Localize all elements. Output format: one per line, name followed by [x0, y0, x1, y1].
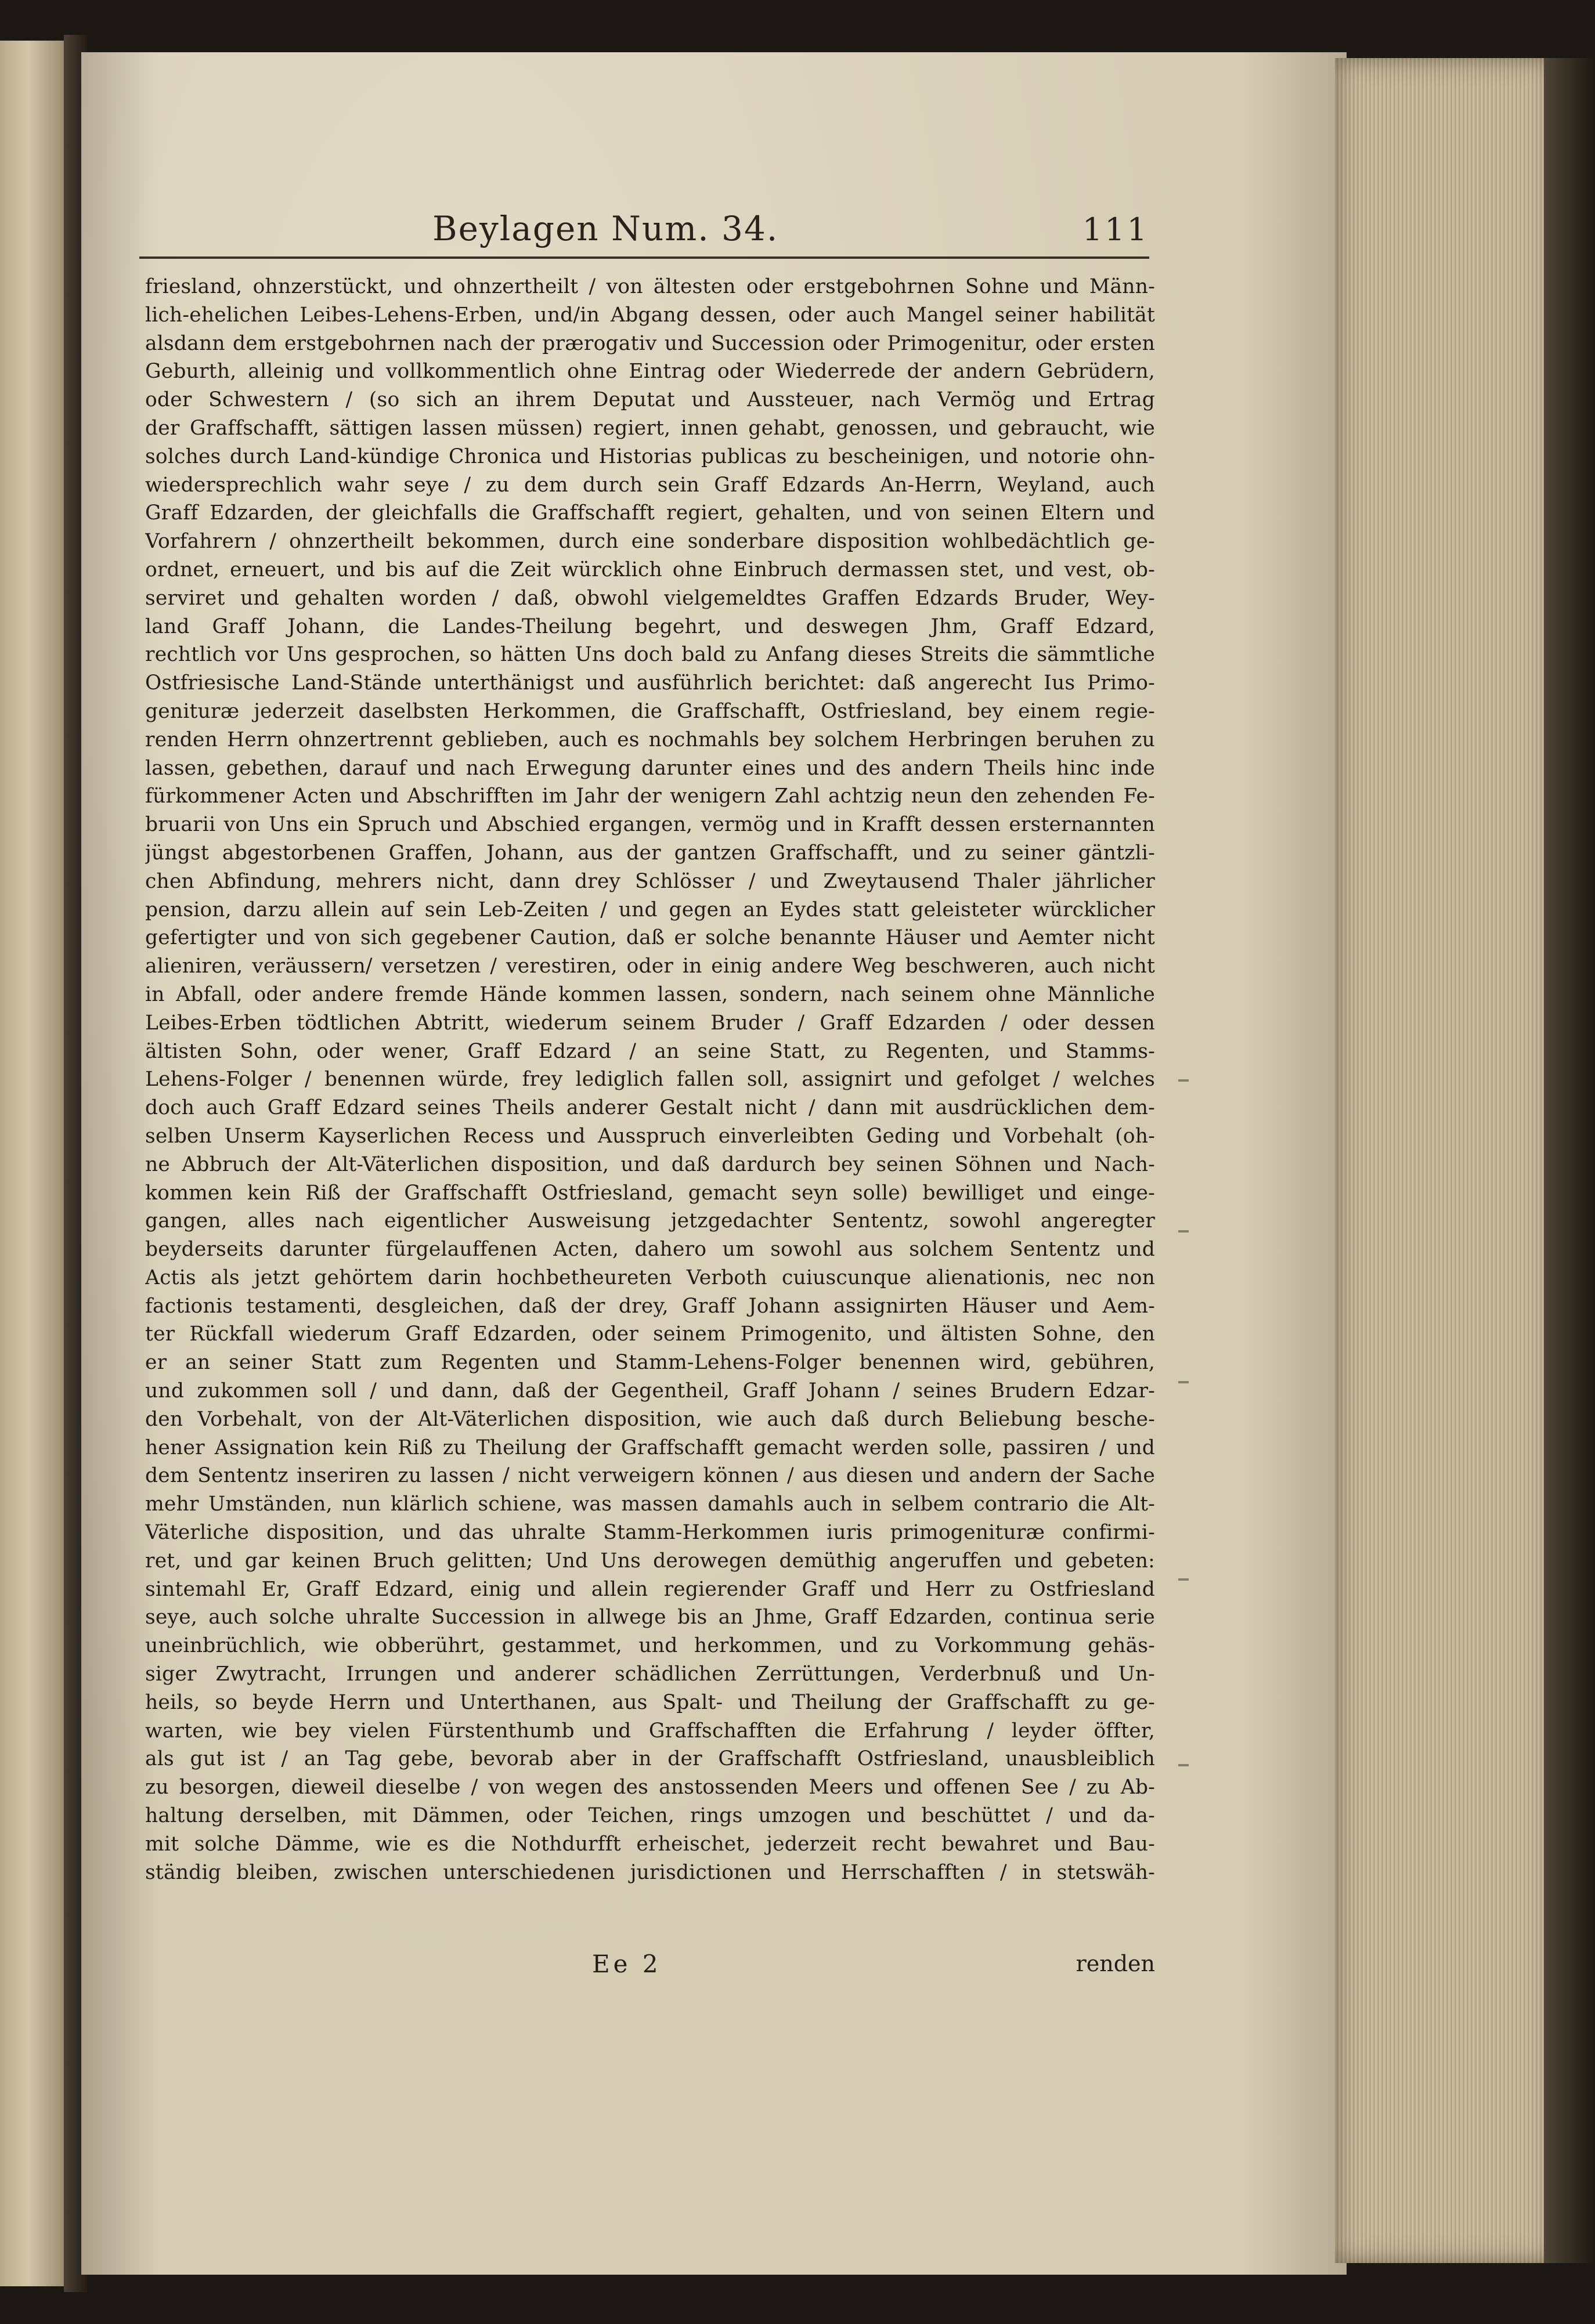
text-line: ne Abbruch der Alt-Väterlichen disposition, und daß dardurch bey seinen Söhnen und Nach- — [145, 1152, 1155, 1176]
text-line: Leibes-Erben tödtlichen Abtritt, wiederum seinem Bruder / Graff Edzarden / oder dessen — [145, 1011, 1155, 1035]
text-line: dem Sententz inseriren zu lassen / nicht verweigern können / aus diesen und andern der Sache — [145, 1464, 1155, 1488]
text-line: pension, darzu allein auf sein Leb-Zeiten / und gegen an Eydes statt geleisteter würcklicher — [145, 898, 1155, 921]
text-line: als gut ist / an Tag gebe, bevorab aber in der Graffschafft Ostfriesland, unausbleiblich — [145, 1747, 1155, 1771]
signature-mark: Ee 2 — [592, 1950, 662, 1978]
text-line: lich-ehelichen Leibes-Lehens-Erben, und/in Abgang dessen, oder auch Mangel seiner habilität — [145, 303, 1155, 327]
text-line: lassen, gebethen, darauf und nach Erwegung darunter eines und des andern Theils hinc inde — [145, 756, 1155, 780]
text-line: mehr Umständen, nun klärlich schiene, was massen damahls auch in selbem contrario die Alt- — [145, 1492, 1155, 1516]
text-line: zu besorgen, dieweil dieselbe / von wegen des anstossenden Meers und offenen See / zu Ab- — [145, 1776, 1155, 1799]
text-line: heils, so beyde Herrn und Unterthanen, aus Spalt- und Theilung der Graffschafft zu ge- — [145, 1690, 1155, 1714]
text-line: der Graffschafft, sättigen lassen müssen) regiert, innen gehabt, genossen, und gebraucht, wie — [145, 416, 1155, 440]
margin-mark — [1178, 1578, 1189, 1581]
text-line: doch auch Graff Edzard seines Theils anderer Gestalt nicht / dann mit ausdrücklichen dem- — [145, 1096, 1155, 1120]
text-line: siger Zwytracht, Irrungen und anderer schädlichen Zerrüttungen, Verderbnuß und Un- — [145, 1662, 1155, 1686]
text-line: jüngst abgestorbenen Graffen, Johann, aus der gantzen Graffschafft, und zu seiner gäntzli- — [145, 841, 1155, 865]
text-line: Graff Edzarden, der gleichfalls die Graffschafft regiert, gehalten, und von seinen Eltern und — [145, 501, 1155, 525]
text-line: Geburth, alleinig und vollkommentlich ohne Eintrag oder Wiederrede der andern Gebrüdern, — [145, 360, 1155, 384]
page-number: 111 — [1082, 211, 1149, 248]
running-head — [139, 203, 1149, 267]
text-line: sintemahl Er, Graff Edzard, einig und allein regierender Graff und Herr zu Ostfriesland — [145, 1577, 1155, 1601]
text-line: selben Unserm Kayserlichen Recess und Ausspruch einverleibten Geding und Vorbehalt (oh- — [145, 1124, 1155, 1148]
text-line: chen Abfindung, mehrers nicht, dann drey Schlösser / und Zweytausend Thaler jährlicher — [145, 869, 1155, 893]
text-line: wiedersprechlich wahr seye / zu dem durch sein Graff Edzards An-Herrn, Weyland, auch — [145, 473, 1155, 497]
page-footer — [145, 1947, 1155, 1982]
text-line: oder Schwestern / (so sich an ihrem Deputat und Aussteuer, nach Vermög und Ertrag — [145, 388, 1155, 412]
page-fore-edge — [1335, 58, 1556, 2263]
text-line: gangen, alles nach eigentlicher Ausweisung jetzgedachter Sententz, sowohl angeregter — [145, 1209, 1155, 1233]
text-line: land Graff Johann, die Landes-Theilung begehrt, und deswegen Jhm, Graff Edzard, — [145, 615, 1155, 638]
text-line: ältisten Sohn, oder wener, Graff Edzard / an seine Statt, zu Regenten, und Stamms- — [145, 1039, 1155, 1063]
text-line: warten, wie bey vielen Fürstenthumb und Graffschafften die Erfahrung / leyder öffter, — [145, 1719, 1155, 1743]
text-line: Väterliche disposition, und das uhralte Stamm-Herkommen iuris primogenituræ confirmi- — [145, 1521, 1155, 1545]
text-line: Vorfahrern / ohnzertheilt bekommen, durch eine sonderbare disposition wohlbedächtlich ge- — [145, 530, 1155, 554]
left-page-edge — [0, 41, 70, 2286]
header-rule — [139, 256, 1149, 259]
text-line: und zukommen soll / und dann, daß der Gegentheil, Graff Johann / seines Brudern Edzar- — [145, 1379, 1155, 1403]
text-line: fürkommener Acten und Abschrifften im Jahr der wenigern Zahl achtzig neun den zehenden Fe- — [145, 785, 1155, 808]
text-line: Lehens-Folger / benennen würde, frey lediglich fallen soll, assignirt und gefolget / welches — [145, 1068, 1155, 1091]
running-head-title: Beylagen Num. 34. — [432, 209, 779, 248]
text-line: kommen kein Riß der Graffschafft Ostfriesland, gemacht seyn solle) bewilliget und einge- — [145, 1181, 1155, 1205]
text-line: mit solche Dämme, wie es die Nothdurfft erheischet, jederzeit recht bewahret und Bau- — [145, 1832, 1155, 1856]
text-line: gefertigter und von sich gegebener Caution, daß er solche benannte Häuser und Aemter nicht — [145, 926, 1155, 950]
text-line: solches durch Land-kündige Chronica und Historias publicas zu bescheinigen, und notorie ohn- — [145, 444, 1155, 468]
text-line: alieniren, veräussern/ versetzen / verestiren, oder in einig andere Weg beschweren, auch nicht — [145, 955, 1155, 978]
margin-mark — [1178, 1381, 1189, 1383]
text-line: friesland, ohnzerstückt, und ohnzertheilt / von ältesten oder erstgebohrnen Sohne und Männ- — [145, 275, 1155, 298]
text-line: uneinbrüchlich, wie obberührt, gestammet, und herkommen, und zu Vorkommung gehäs- — [145, 1634, 1155, 1658]
text-line: hener Assignation kein Riß zu Theilung der Graffschafft gemacht werden solle, passiren / und — [145, 1436, 1155, 1459]
text-line: seye, auch solche uhralte Succession in allwege bis an Jhme, Graff Edzarden, continua serie — [145, 1606, 1155, 1629]
text-line: ret, und gar keinen Bruch gelitten; Und Uns derowegen demüthig angeruffen und gebeten: — [145, 1549, 1155, 1573]
text-line: ordnet, erneuert, und bis auf die Zeit würcklich ohne Einbruch dermassen stet, und vest, ob- — [145, 558, 1155, 581]
margin-mark — [1178, 1079, 1189, 1082]
text-line: haltung derselben, mit Dämmen, oder Teichen, rings umzogen und beschüttet / und da- — [145, 1804, 1155, 1828]
text-line: beyderseits darunter fürgelauffenen Acten, dahero um sowohl aus solchem Sententz und — [145, 1238, 1155, 1262]
text-line: rechtlich vor Uns gesprochen, so hätten Uns doch bald zu Anfang dieses Streits die sämmtliche — [145, 643, 1155, 667]
text-line: in Abfall, oder andere fremde Hände kommen lassen, sondern, nach seinem ohne Männliche — [145, 982, 1155, 1006]
catchword: renden — [1076, 1951, 1155, 1976]
text-line: serviret und gehalten worden / daß, obwohl vielgemeldtes Graffen Edzards Bruder, Wey- — [145, 586, 1155, 610]
text-line: bruarii von Uns ein Spruch und Abschied ergangen, vermög und in Krafft dessen ersternannten — [145, 813, 1155, 837]
text-line: ständig bleiben, zwischen unterschiedenen jurisdictionen und Herrschafften / in stetswäh- — [145, 1860, 1155, 1884]
margin-marks — [1178, 1079, 1201, 1950]
text-line: er an seiner Statt zum Regenten und Stamm-Lehens-Folger benennen wird, gebühren, — [145, 1351, 1155, 1375]
text-line: alsdann dem erstgebohrnen nach der prærogativ und Succession oder Primogenitur, oder ersten — [145, 331, 1155, 355]
text-line: Ostfriesische Land-Stände unterthänigst und ausführlich berichtet: daß angerecht Ius Primo- — [145, 671, 1155, 695]
book-edge-shadow — [1544, 58, 1595, 2263]
text-line: den Vorbehalt, von der Alt-Väterlichen disposition, wie auch daß durch Beliebung besche- — [145, 1407, 1155, 1431]
margin-mark — [1178, 1230, 1189, 1233]
text-line: renden Herrn ohnzertrennt geblieben, auch es nochmahls bey solchem Herbringen beruhen zu — [145, 728, 1155, 751]
text-line: factionis testamenti, desgleichen, daß der drey, Graff Johann assignirten Häuser und Aem- — [145, 1294, 1155, 1318]
body-text — [145, 273, 1155, 1886]
text-line: Actis als jetzt gehörtem darin hochbetheureten Verboth cuiuscunque alienationis, nec non — [145, 1266, 1155, 1289]
margin-mark — [1178, 1764, 1189, 1766]
text-line: genituræ jederzeit daselbsten Herkommen, die Graffschafft, Ostfriesland, bey einem regie- — [145, 699, 1155, 723]
text-line: ter Rückfall wiederum Graff Edzarden, oder seinem Primogenito, und ältisten Sohne, den — [145, 1322, 1155, 1346]
